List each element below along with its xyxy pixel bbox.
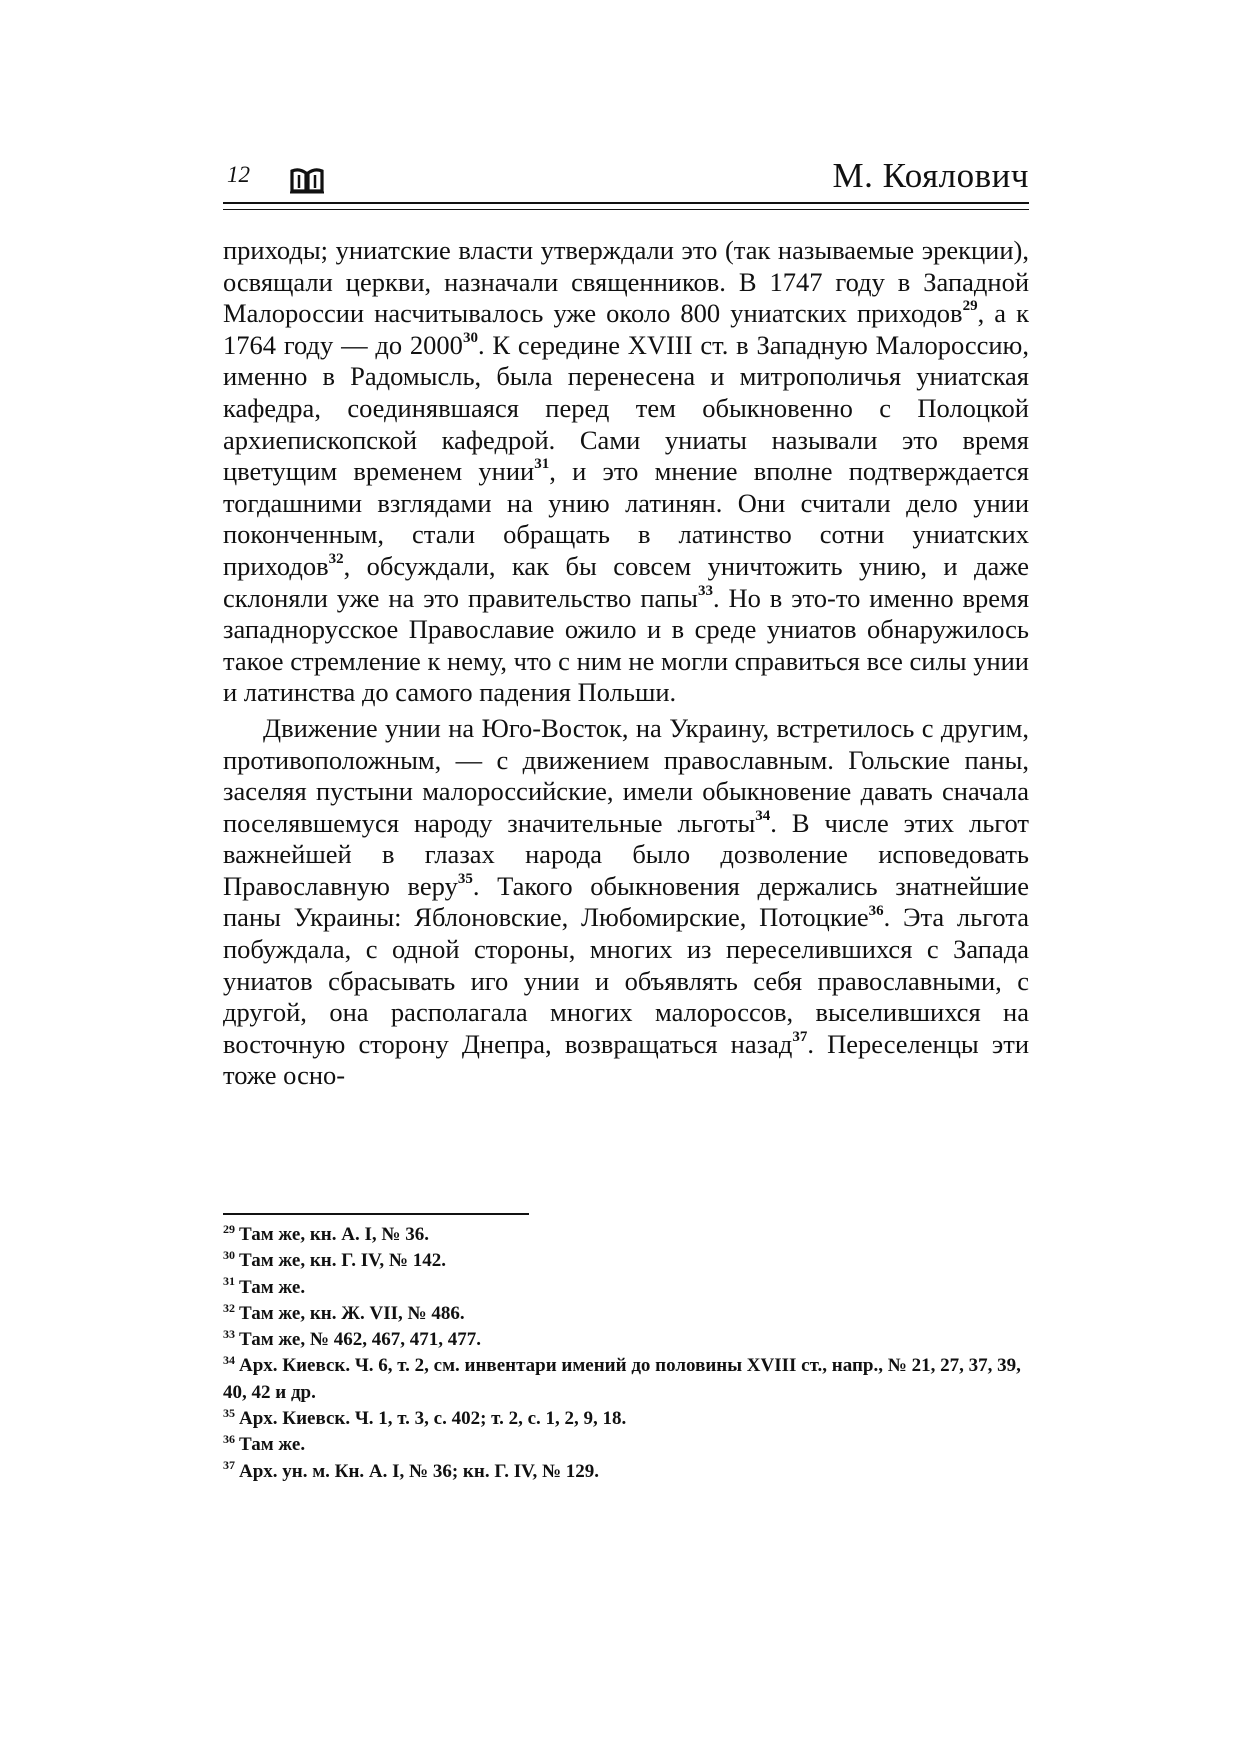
footnote-marker[interactable]: 34 xyxy=(755,807,771,824)
footnote-marker[interactable]: 29 xyxy=(962,298,978,315)
footnote-marker[interactable]: 32 xyxy=(328,551,344,568)
text-run: Движение унии на Юго-Восток, на Украину, встретилось с другим, противоположным, — с движением православным. Гольские паны, заселяя пустыни малороссийские, имели обыкновение давать сначала поселявшемуся народу значительные льготы xyxy=(223,712,1029,838)
footnote-number: 32 xyxy=(223,1300,235,1315)
footnote-number: 37 xyxy=(223,1458,235,1473)
footnote-text: Там же. xyxy=(239,1276,306,1298)
text-run: . В числе этих льгот важнейшей в глазах народа было дозволение исповедовать Православную веру xyxy=(223,807,1029,901)
footnote-text: Там же, № 462, 467, 471, 477. xyxy=(239,1329,481,1351)
footnote-item xyxy=(223,1248,1029,1274)
footnote-item xyxy=(223,1301,1029,1327)
text-run: , обсуждали, как бы совсем уничтожить унию, и даже склоняли уже на это правительство папы xyxy=(223,550,1029,613)
text-run: , а к 1764 году — до 2000 xyxy=(223,298,1030,360)
page-header xyxy=(223,156,1029,202)
text-run: . Эта льгота побуждала, с одной стороны, многих из переселившихся с Запада униатов сбрасывать иго унии и объявлять себя православными, с другой, она располагала многих малороссов, выселившихся на восточную сторону Днепра, возвращаться назад xyxy=(223,902,1029,1059)
footnote-marker[interactable]: 36 xyxy=(868,902,884,919)
footnote-text: Там же, кн. Г. IV, № 142. xyxy=(239,1250,446,1272)
text-run: . Переселенцы эти тоже осно- xyxy=(223,1028,1029,1091)
open-book-icon xyxy=(289,164,325,199)
footnote-number: 29 xyxy=(223,1221,235,1236)
footnote-number: 34 xyxy=(223,1353,235,1368)
footnote-text: Там же, кн. Ж. VII, № 486. xyxy=(239,1302,465,1324)
footnote-number: 33 xyxy=(223,1326,235,1341)
footnote-item xyxy=(223,1327,1029,1353)
footnotes xyxy=(223,1222,1029,1485)
footnote-marker[interactable]: 33 xyxy=(697,582,713,599)
text-run: . Но в это-то именно время западнорусское Православие ожило и в среде униатов обнаружилось такое стремление к нему, что с ним не могли справиться все силы унии и латинства до самого падения Польши. xyxy=(223,582,1030,708)
footnote-marker[interactable]: 31 xyxy=(534,456,550,473)
footnote-number: 30 xyxy=(223,1247,235,1262)
footnote-marker[interactable]: 35 xyxy=(457,871,473,888)
main-text xyxy=(223,235,1029,1092)
footnote-text: Там же, кн. А. I, № 36. xyxy=(239,1224,429,1245)
page-number: 12 xyxy=(227,162,250,187)
footnote-text: Арх. Киевск. Ч. 6, т. 2, см. инвентари имений до половины XVIII ст., напр., № 21, 27, 37, 39, 40, 42 и др. xyxy=(223,1355,1021,1403)
paragraph xyxy=(223,713,1029,1092)
text-run: , и это мнение вполне подтверждается тогдашними взглядами на унию латинян. Они считали дело унии поконченным, стали обращать в латинство сотни униатских приходов xyxy=(223,456,1029,581)
footnote-item xyxy=(223,1275,1029,1301)
footnote-text: Арх. Киевск. Ч. 1, т. 3, с. 402; т. 2, с. 1, 2, 9, 18. xyxy=(239,1408,627,1430)
footnote-item xyxy=(223,1353,1029,1406)
footnote-number: 31 xyxy=(223,1274,235,1289)
running-head-author: М. Коялович xyxy=(832,156,1029,195)
paragraph xyxy=(223,235,1029,709)
footnote-item xyxy=(223,1406,1029,1432)
footnote-number: 36 xyxy=(223,1432,235,1447)
footnote-marker[interactable]: 30 xyxy=(462,329,478,346)
header-rule-thin xyxy=(223,209,1029,210)
text-run: . К середине XVIII ст. в Западную Малороссию, именно в Радомысль, была перенесена и митрополичья униатская кафедра, соединявшаяся перед тем обыкновенно с Полоцкой архиепископской кафедрой. Сами униаты называли это время цветущим временем унии xyxy=(223,329,1029,487)
footnote-item xyxy=(223,1432,1029,1458)
footnote-text: Там же. xyxy=(239,1434,306,1456)
text-run: приходы; униатские власти утверждали это (так называемые эрекции), освящали церкви, назначали священников. В 1747 году в Западной Малороссии насчитывалось уже около 800 униатских приходов xyxy=(223,235,1029,329)
footnote-number: 35 xyxy=(223,1405,235,1420)
header-rule xyxy=(223,202,1029,204)
footnote-item xyxy=(223,1459,1029,1485)
footnote-divider xyxy=(223,1213,529,1215)
footnote-marker[interactable]: 37 xyxy=(792,1029,808,1046)
text-run: . Такого обыкновения держались знатнейшие паны Украины: Яблоновские, Любомирские, Потоцкие xyxy=(223,870,1029,933)
footnote-text: Арх. ун. м. Кн. А. I, № 36; кн. Г. IV, № 129. xyxy=(239,1460,600,1482)
footnote-item xyxy=(223,1222,1029,1248)
book-page xyxy=(223,156,1030,1482)
